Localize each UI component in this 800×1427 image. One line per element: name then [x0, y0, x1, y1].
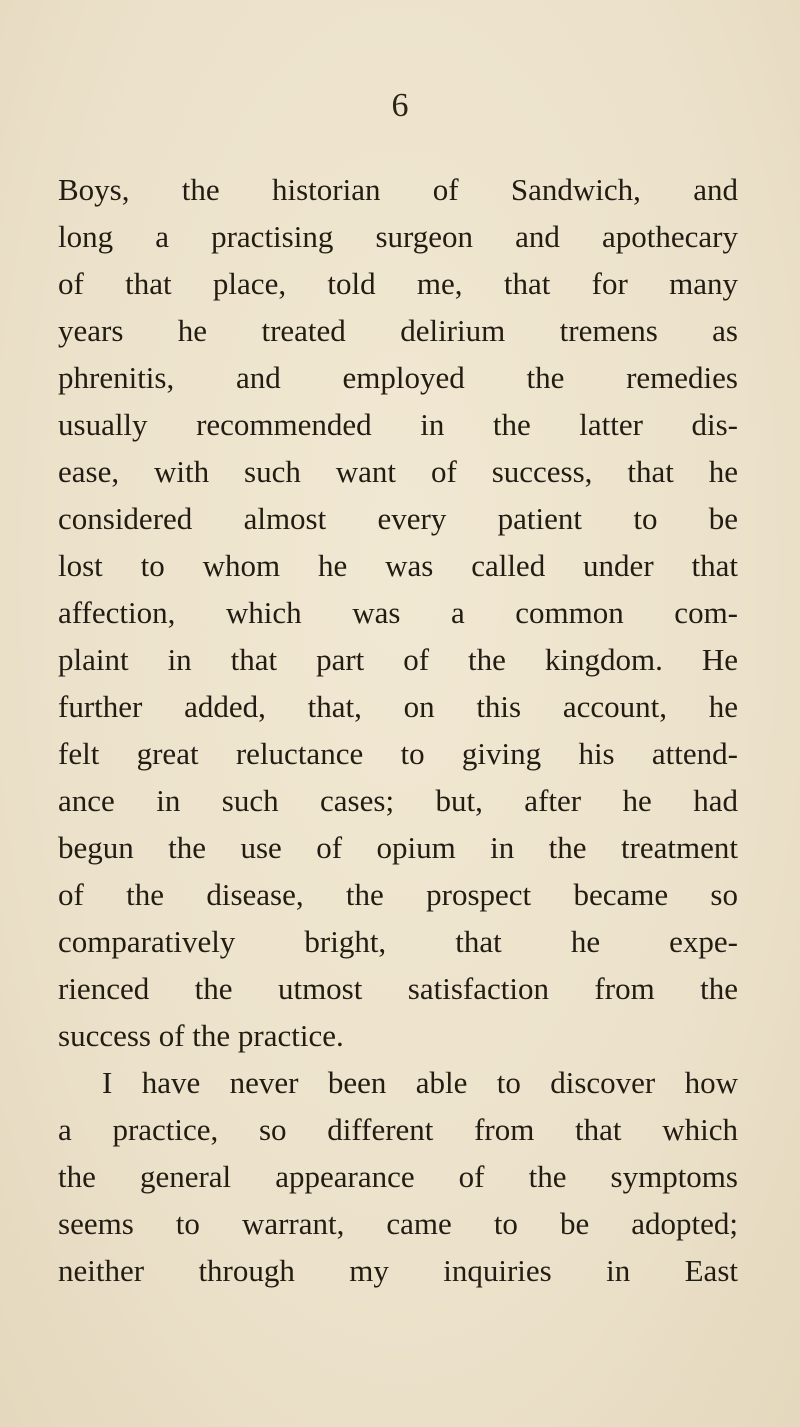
text-line: further added, that, on this account, he [58, 689, 738, 724]
text-line: usually recommended in the latter dis- [58, 407, 738, 442]
text-line: lost to whom he was called under that [58, 548, 738, 583]
text-line: the general appearance of the symptoms [58, 1159, 738, 1194]
text-line: Boys, the historian of Sandwich, and [58, 172, 738, 207]
text-line: neither through my inquiries in East [58, 1253, 738, 1288]
text-line: of the disease, the prospect became so [58, 877, 738, 912]
text-line: ance in such cases; but, after he had [58, 783, 738, 818]
body-text [58, 166, 738, 1294]
text-line: success of the practice. [58, 1018, 344, 1053]
text-line: comparatively bright, that he expe- [58, 924, 738, 959]
text-line: rienced the utmost satisfaction from the [58, 971, 738, 1006]
page-number: 6 [391, 87, 409, 124]
text-line: felt great reluctance to giving his attend- [58, 736, 738, 771]
text-line: begun the use of opium in the treatment [58, 830, 738, 865]
text-line: I have never been able to discover how [102, 1065, 738, 1100]
text-line: of that place, told me, that for many [58, 266, 738, 301]
text-line: plaint in that part of the kingdom. He [58, 642, 738, 677]
text-line: ease, with such want of success, that he [58, 454, 738, 489]
text-line: affection, which was a common com- [58, 595, 738, 630]
text-line: phrenitis, and employed the remedies [58, 360, 738, 395]
text-line: years he treated delirium tremens as [58, 313, 738, 348]
text-line: seems to warrant, came to be adopted; [58, 1206, 738, 1241]
text-line: considered almost every patient to be [58, 501, 738, 536]
text-line: long a practising surgeon and apothecary [58, 219, 738, 254]
text-line: a practice, so different from that which [58, 1112, 738, 1147]
